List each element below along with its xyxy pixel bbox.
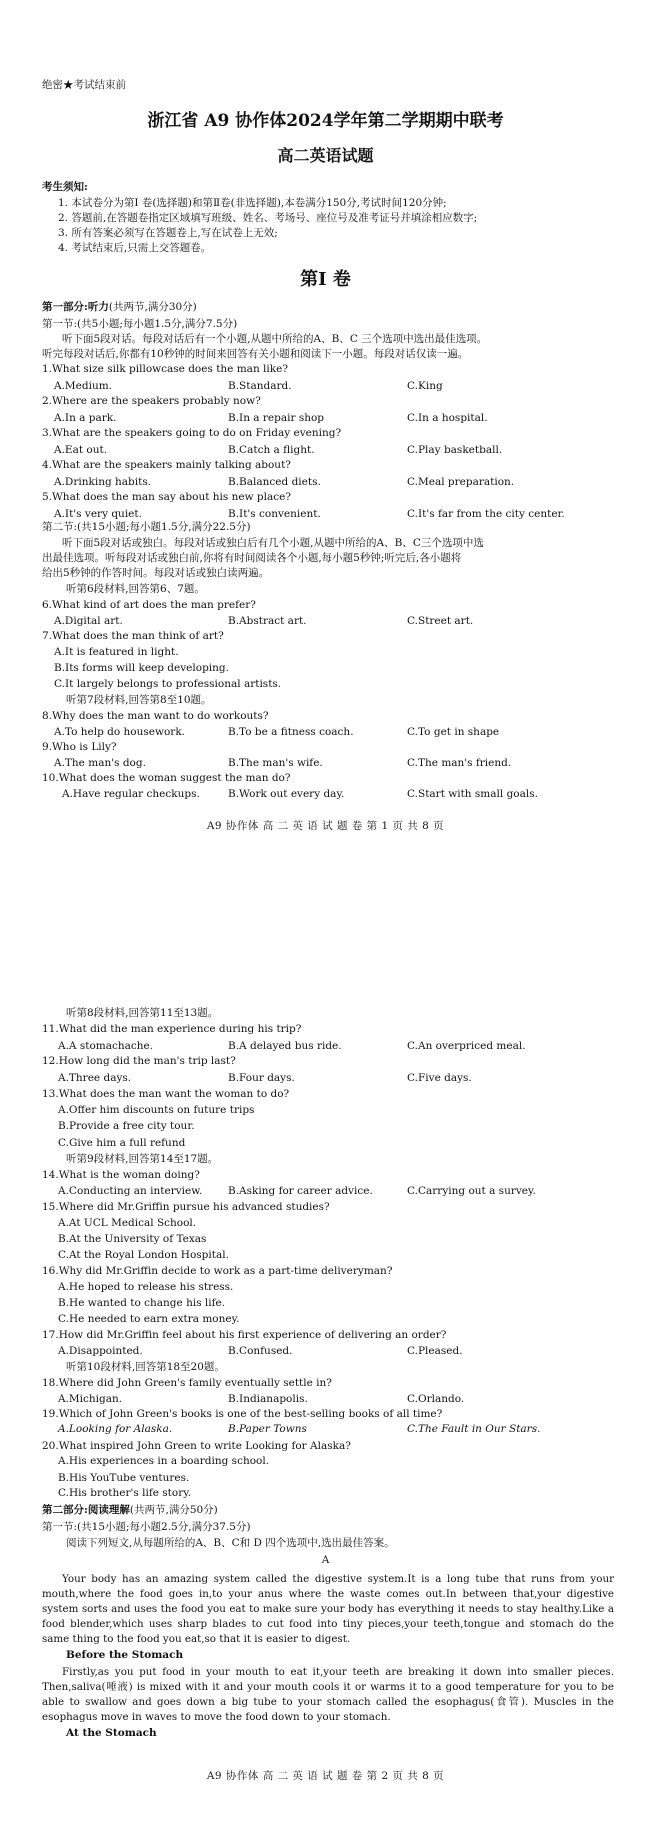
option-a: A.Michigan.	[58, 1393, 123, 1405]
question-stem: 1.What size silk pillowcase does the man like?	[42, 363, 288, 375]
passage-label: A	[321, 1554, 330, 1566]
option-c: C.Pleased.	[407, 1345, 463, 1357]
question-stem: 15.Where did Mr.Griffin pursue his advanced studies?	[42, 1201, 330, 1213]
option-c: C.Street art.	[407, 615, 474, 627]
option-a: A.Digital art.	[54, 615, 123, 627]
section2-instructions: 出最佳选项。听每段对话或独白前,你将有时间阅读各个小题,每小题5秒钟;听完后,各小题将	[42, 552, 462, 564]
option-c: C.To get in shape	[407, 726, 500, 738]
option-a: A.In a park.	[54, 412, 117, 424]
material-note: 听第8段材料,回答第11至13题。	[66, 1007, 219, 1019]
option-b: B.A delayed bus ride.	[228, 1040, 342, 1052]
part2-heading-bold: 第二部分:阅读理解	[42, 1504, 130, 1516]
option-c: C.He needed to earn extra money.	[58, 1313, 240, 1325]
option-b: B.Four days.	[228, 1072, 295, 1084]
passage-paragraph: Firstly,as you put food in your mouth to eat it,your teeth are breaking it down into smaller pieces. Then,saliva(唾液) is mixed with it and your mouth cools it or warms it to a good temperature for you to be able to swallow and goes down a big tube to your stomach called the esophagus(食管). Muscles in the esophagus move in waves to move the food down to your stomach.	[42, 1666, 614, 1723]
option-a: A.Three days.	[58, 1072, 132, 1084]
option-b: B.Balanced diets.	[228, 476, 321, 488]
option-c: C.Five days.	[407, 1072, 472, 1084]
section1-heading: 第一节:(共5小题;每小题1.5分,满分7.5分)	[42, 318, 238, 330]
question-stem: 11.What did the man experience during his trip?	[42, 1023, 302, 1035]
material-note: 听第10段材料,回答第18至20题。	[66, 1361, 225, 1373]
question-stem: 9.Who is Lily?	[42, 741, 117, 753]
option-a: A.At UCL Medical School.	[58, 1217, 197, 1229]
option-a: A.Medium.	[54, 380, 113, 392]
part2-heading	[42, 1504, 218, 1517]
option-c: C.The Fault in Our Stars.	[407, 1423, 541, 1435]
notice-heading: 考生须知:	[42, 181, 88, 193]
question-stem: 12.How long did the man's trip last?	[42, 1055, 236, 1067]
part2-heading-rest: (共两节,满分50分)	[129, 1504, 218, 1516]
question-stem: 19.Which of John Green's books is one of the best-selling books of all time?	[42, 1408, 443, 1420]
option-b: B.Asking for career advice.	[228, 1185, 373, 1197]
question-stem: 8.Why does the man want to do workouts?	[42, 710, 269, 722]
passage-subheading: Before the Stomach	[66, 1649, 184, 1661]
option-a: A.It's very quiet.	[54, 508, 142, 520]
question-stem: 17.How did Mr.Griffin feel about his first experience of delivering an order?	[42, 1329, 447, 1341]
reading-section1-heading: 第一节:(共15小题;每小题2.5分,满分37.5分)	[42, 1521, 251, 1533]
section2-heading: 第二节:(共15小题;每小题1.5分,满分22.5分)	[42, 521, 251, 533]
option-a: A.Conducting an interview.	[58, 1185, 203, 1197]
section1-instructions: 听下面5段对话。每段对话后有一个小题,从题中所给的A、B、C 三个选项中选出最佳选项。	[62, 333, 488, 345]
option-a: A.To help do housework.	[54, 726, 186, 738]
notice-item: 4. 考试结束后,只需上交答题卷。	[58, 242, 212, 254]
option-c: C.Give him a full refund	[58, 1137, 186, 1149]
option-c: C.His brother's life story.	[58, 1487, 192, 1499]
option-b: B.Standard.	[228, 380, 292, 392]
volume-title: 第I 卷	[300, 269, 351, 290]
question-stem: 18.Where did John Green's family eventually settle in?	[42, 1377, 332, 1389]
option-b: B.Abstract art.	[228, 615, 307, 627]
question-stem: 6.What kind of art does the man prefer?	[42, 599, 256, 611]
option-a: A.A stomachache.	[58, 1040, 154, 1052]
page-footer: A9 协作体 高 二 英 语 试 题 卷 第 2 页 共 8 页	[206, 1770, 445, 1782]
question-stem: 13.What does the man want the woman to do?	[42, 1088, 290, 1100]
section1-instructions: 听完每段对话后,你都有10秒钟的时间来回答有关小题和阅读下一小题。每段对话仅读一遍。	[42, 348, 469, 360]
question-stem: 14.What is the woman doing?	[42, 1169, 200, 1181]
page-footer: A9 协作体 高 二 英 语 试 题 卷 第 1 页 共 8 页	[206, 820, 445, 832]
option-b: B.Paper Towns	[228, 1423, 307, 1435]
option-a: A.It is featured in light.	[54, 646, 179, 658]
option-c: C.Meal preparation.	[407, 476, 515, 488]
option-c: C.In a hospital.	[407, 412, 488, 424]
option-b: B.To be a fitness coach.	[228, 726, 354, 738]
question-stem: 20.What inspired John Green to write Looking for Alaska?	[42, 1440, 351, 1452]
option-c: C.The man's friend.	[407, 757, 512, 769]
section2-instructions: 听下面5段对话或独白。每段对话或独白后有几个小题,从题中所给的A、B、C三个选项中选	[62, 537, 484, 549]
passage-subheading: At the Stomach	[66, 1727, 157, 1739]
question-stem: 5.What does the man say about his new place?	[42, 491, 291, 503]
question-stem: 2.Where are the speakers probably now?	[42, 395, 261, 407]
question-stem: 10.What does the woman suggest the man do?	[42, 772, 291, 784]
notice-item: 3. 所有答案必须写在答题卷上,写在试卷上无效;	[58, 227, 278, 239]
option-a: A.Disappointed.	[58, 1345, 143, 1357]
option-b: B.Provide a free city tour.	[58, 1120, 195, 1132]
option-a: A.His experiences in a boarding school.	[58, 1455, 270, 1467]
option-b: B.Its forms will keep developing.	[54, 662, 229, 674]
material-note: 听第7段材料,回答第8至10题。	[66, 694, 212, 706]
question-stem: 16.Why did Mr.Griffin decide to work as a part-time deliveryman?	[42, 1265, 393, 1277]
material-note: 听第6段材料,回答第6、7题。	[66, 583, 205, 595]
option-c: C.Play basketball.	[407, 444, 503, 456]
option-b: B.He wanted to change his life.	[58, 1297, 226, 1309]
exam-subtitle: 高二英语试题	[277, 146, 374, 165]
notice-item: 2. 答题前,在答题卷指定区域填写班级、姓名、考场号、座位号及准考证号并填涂相应数字;	[58, 212, 478, 224]
option-a: A.Looking for Alaska.	[58, 1423, 173, 1435]
option-b: B.Confused.	[228, 1345, 293, 1357]
option-c: C.King	[407, 380, 443, 392]
option-a: A.Have regular checkups.	[62, 788, 200, 800]
notice-item: 1. 本试卷分为第I 卷(选择题)和第Ⅱ卷(非选择题),本卷满分150分,考试时间120分钟;	[58, 197, 447, 209]
option-c: C.Orlando.	[407, 1393, 465, 1405]
option-c: C.It's far from the city center.	[407, 508, 565, 520]
option-b: B.His YouTube ventures.	[58, 1472, 190, 1484]
part1-heading-rest: (共两节,满分30分)	[108, 301, 197, 313]
option-c: C.An overpriced meal.	[407, 1040, 526, 1052]
option-b: B.Indianapolis.	[228, 1393, 308, 1405]
option-b: B.In a repair shop	[228, 412, 325, 424]
question-stem: 7.What does the man think of art?	[42, 630, 224, 642]
exam-title: 浙江省 A9 协作体2024学年第二学期期中联考	[147, 111, 504, 131]
option-a: A.Offer him discounts on future trips	[58, 1104, 255, 1116]
part1-heading	[42, 301, 197, 314]
option-b: B.It's convenient.	[228, 508, 321, 520]
reading-instructions: 阅读下列短文,从每题所给的A、B、C和 D 四个选项中,选出最佳答案。	[66, 1537, 395, 1549]
part1-heading-bold: 第一部分:听力	[42, 301, 109, 313]
option-b: B.The man's wife.	[228, 757, 323, 769]
material-note: 听第9段材料,回答第14至17题。	[66, 1153, 219, 1165]
section2-instructions: 给出5秒钟的作答时间。每段对话或独白读两遍。	[42, 567, 270, 579]
option-c: C.Carrying out a survey.	[407, 1185, 536, 1197]
option-b: B.Catch a flight.	[228, 444, 315, 456]
option-a: A.He hoped to release his stress.	[58, 1281, 234, 1293]
confidential-label: 绝密★考试结束前	[42, 79, 126, 91]
option-a: A.The man's dog.	[54, 757, 146, 769]
option-b: B.At the University of Texas	[58, 1233, 207, 1245]
question-stem: 3.What are the speakers going to do on Friday evening?	[42, 427, 342, 439]
option-a: A.Drinking habits.	[54, 476, 152, 488]
option-a: A.Eat out.	[54, 444, 108, 456]
passage-paragraph: Your body has an amazing system called the digestive system.It is a long tube that runs from your mouth,where the food goes in,to your anus where the waste comes out.In between that,your digestive system sorts and uses the food you eat to make sure your body has everything it needs to stay healthy.Like a food blender,which uses sharp blades to cut food into tiny pieces,your teeth,tongue and stomach do the same thing to the food you eat,so that it is easier to digest.	[42, 1573, 614, 1645]
question-stem: 4.What are the speakers mainly talking about?	[42, 459, 291, 471]
option-c: C.At the Royal London Hospital.	[58, 1249, 229, 1261]
option-c: C.Start with small goals.	[407, 788, 538, 800]
option-b: B.Work out every day.	[228, 788, 345, 800]
option-c: C.It largely belongs to professional artists.	[54, 678, 282, 690]
